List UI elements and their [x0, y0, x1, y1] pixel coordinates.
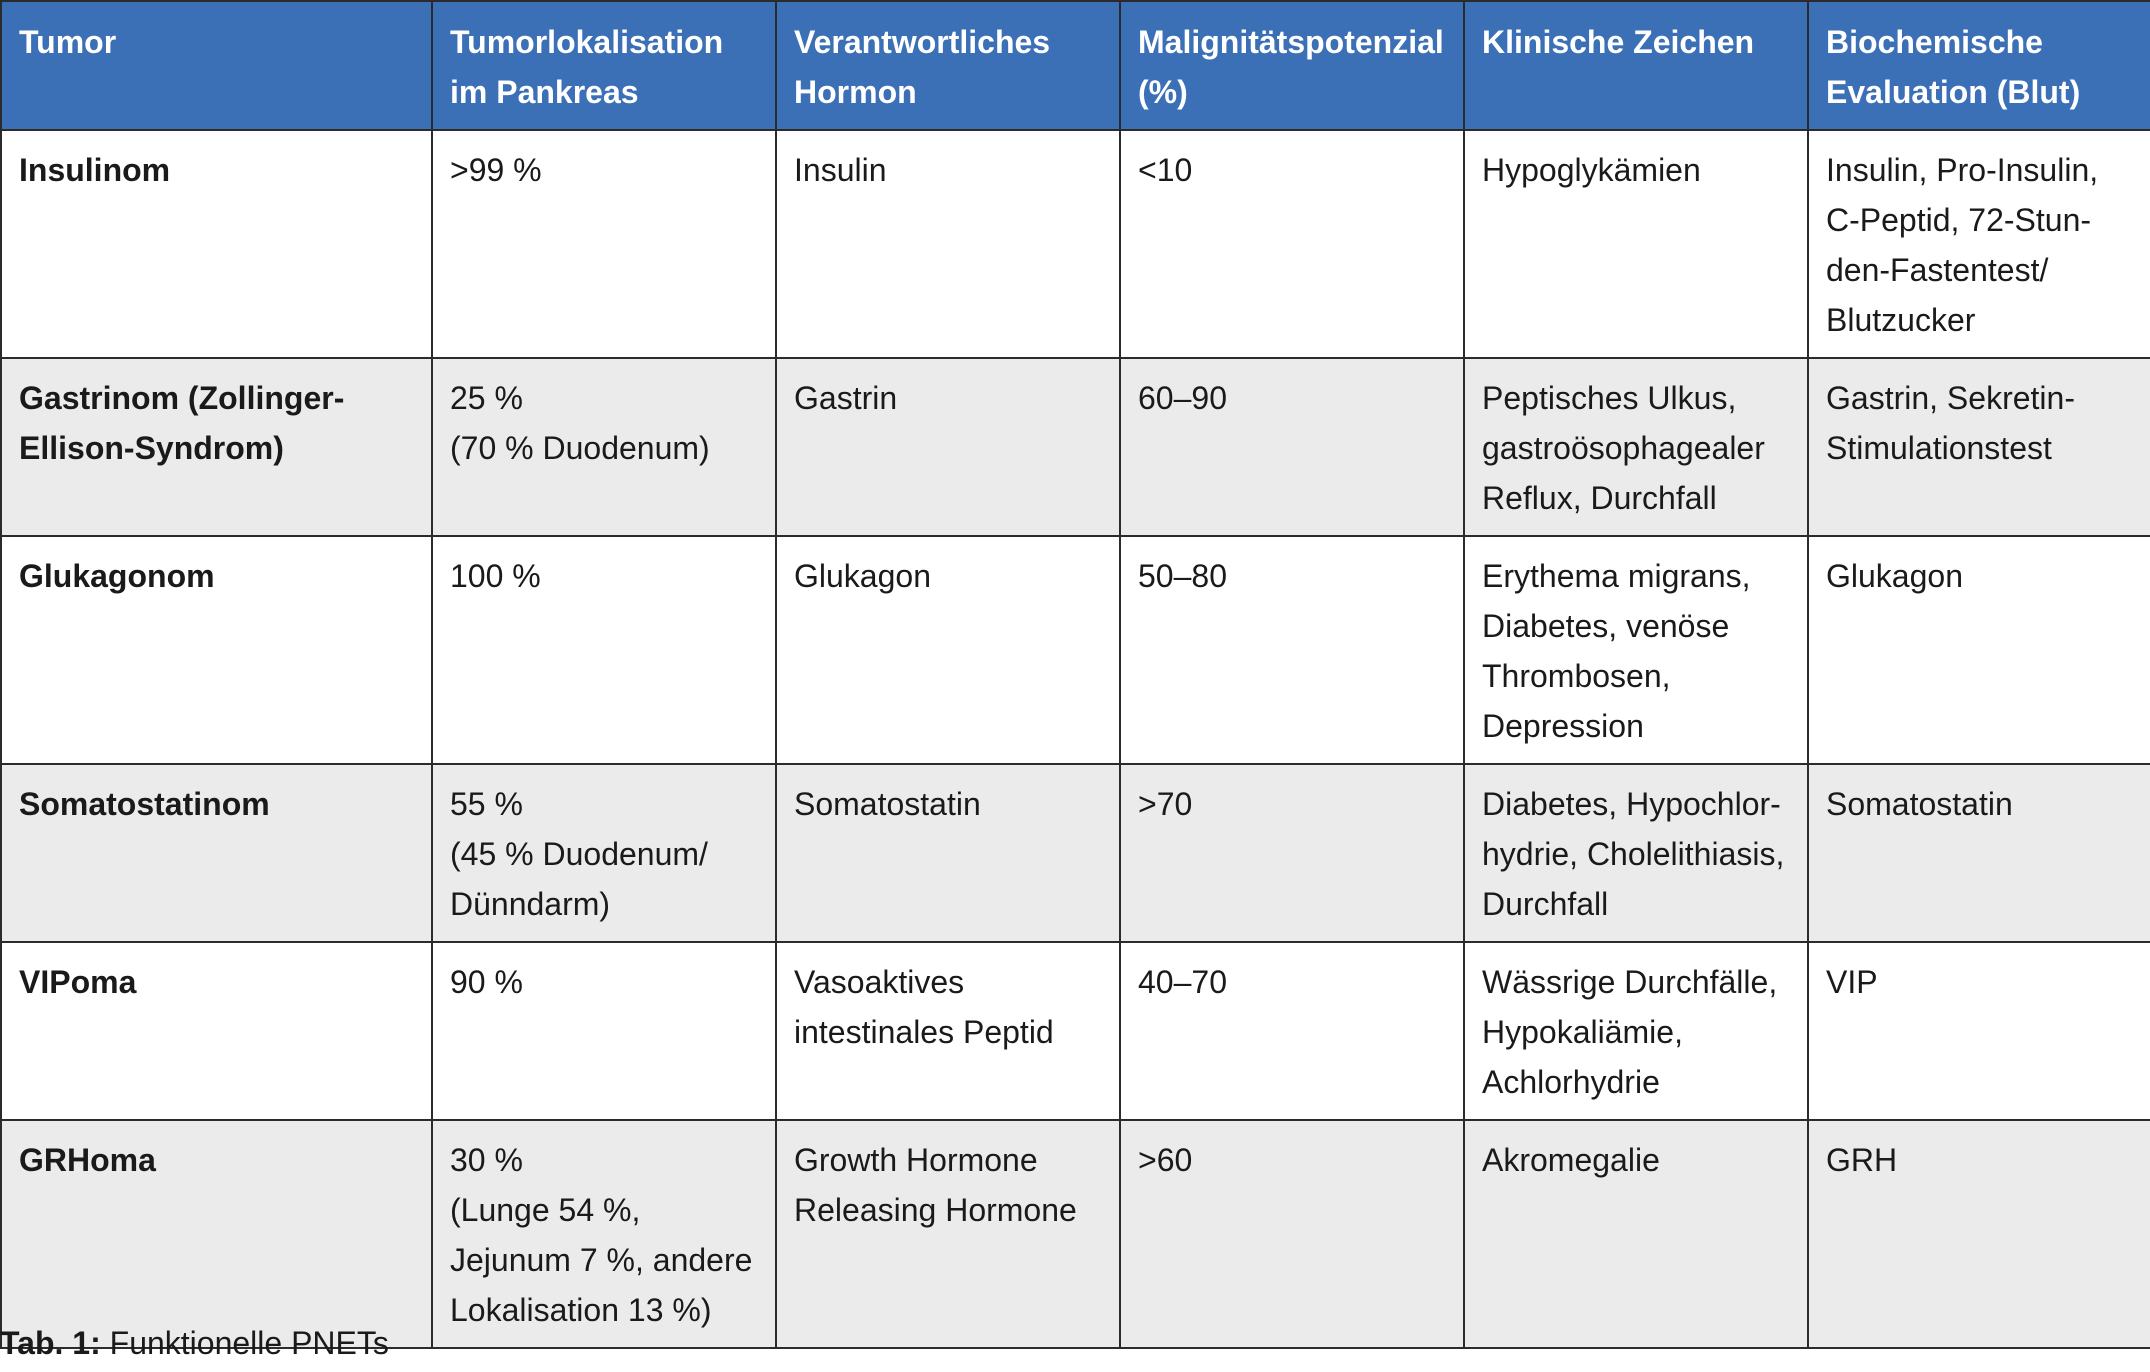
cell-zeichen: Hypoglykämien: [1464, 130, 1808, 358]
cell-tumor: GRHoma: [1, 1120, 432, 1348]
cell-malignitaet: >70: [1120, 764, 1464, 942]
cell-evaluation: VIP: [1808, 942, 2150, 1120]
cell-evaluation: Glukagon: [1808, 536, 2150, 764]
cell-zeichen: Peptisches Ulkus, gastroösophagealer Reflux, Durchfall: [1464, 358, 1808, 536]
table-row: [1, 358, 2150, 536]
cell-zeichen: Erythema migrans, Diabetes, venöse Thrombosen, Depression: [1464, 536, 1808, 764]
cell-lokalisation: >99 %: [432, 130, 776, 358]
table-row: [1, 764, 2150, 942]
cell-tumor: Somatostatinom: [1, 764, 432, 942]
table-row: [1, 942, 2150, 1120]
cell-hormon: Insulin: [776, 130, 1120, 358]
table-caption: [0, 1318, 389, 1368]
cell-malignitaet: 40–70: [1120, 942, 1464, 1120]
header-tumor: Tumor: [1, 1, 432, 130]
cell-hormon: Gastrin: [776, 358, 1120, 536]
cell-evaluation: Gastrin, Sekretin- Stimulationstest: [1808, 358, 2150, 536]
cell-tumor: Glukagonom: [1, 536, 432, 764]
table-row: [1, 536, 2150, 764]
table-row: [1, 1120, 2150, 1348]
header-hormon: Verantwortliches Hormon: [776, 1, 1120, 130]
cell-tumor: VIPoma: [1, 942, 432, 1120]
cell-hormon: Growth Hormone Releasing Hormone: [776, 1120, 1120, 1348]
cell-malignitaet: >60: [1120, 1120, 1464, 1348]
cell-tumor: Gastrinom (Zollinger- Ellison-Syndrom): [1, 358, 432, 536]
cell-hormon: Vasoaktives intestinales Peptid: [776, 942, 1120, 1120]
header-evaluation: Biochemische Evaluation (Blut): [1808, 1, 2150, 130]
cell-evaluation: Somatostatin: [1808, 764, 2150, 942]
caption-text: Funktionelle PNETs: [100, 1325, 389, 1361]
cell-lokalisation: 90 %: [432, 942, 776, 1120]
cell-malignitaet: 50–80: [1120, 536, 1464, 764]
cell-evaluation: Insulin, Pro-Insulin, C-Peptid, 72-Stun- den-Fastentest/ Blutzucker: [1808, 130, 2150, 358]
cell-lokalisation: 55 % (45 % Duodenum/ Dünndarm): [432, 764, 776, 942]
table-header-row: [1, 1, 2150, 130]
header-zeichen: Klinische Zeichen: [1464, 1, 1808, 130]
cell-lokalisation: 25 % (70 % Duodenum): [432, 358, 776, 536]
cell-tumor: Insulinom: [1, 130, 432, 358]
cell-malignitaet: <10: [1120, 130, 1464, 358]
cell-zeichen: Wässrige Durchfälle, Hypokaliämie, Achlorhydrie: [1464, 942, 1808, 1120]
cell-hormon: Glukagon: [776, 536, 1120, 764]
cell-zeichen: Diabetes, Hypochlor- hydrie, Cholelithiasis, Durchfall: [1464, 764, 1808, 942]
cell-hormon: Somatostatin: [776, 764, 1120, 942]
caption-label: Tab. 1:: [0, 1325, 101, 1361]
cell-zeichen: Akromegalie: [1464, 1120, 1808, 1348]
header-malignitaet: Malignitätspotenzial (%): [1120, 1, 1464, 130]
cell-evaluation: GRH: [1808, 1120, 2150, 1348]
table-row: [1, 130, 2150, 358]
cell-malignitaet: 60–90: [1120, 358, 1464, 536]
cell-lokalisation: 30 % (Lunge 54 %, Jejunum 7 %, andere Lokalisation 13 %): [432, 1120, 776, 1348]
cell-lokalisation: 100 %: [432, 536, 776, 764]
header-lokalisation: Tumorlokalisation im Pankreas: [432, 1, 776, 130]
